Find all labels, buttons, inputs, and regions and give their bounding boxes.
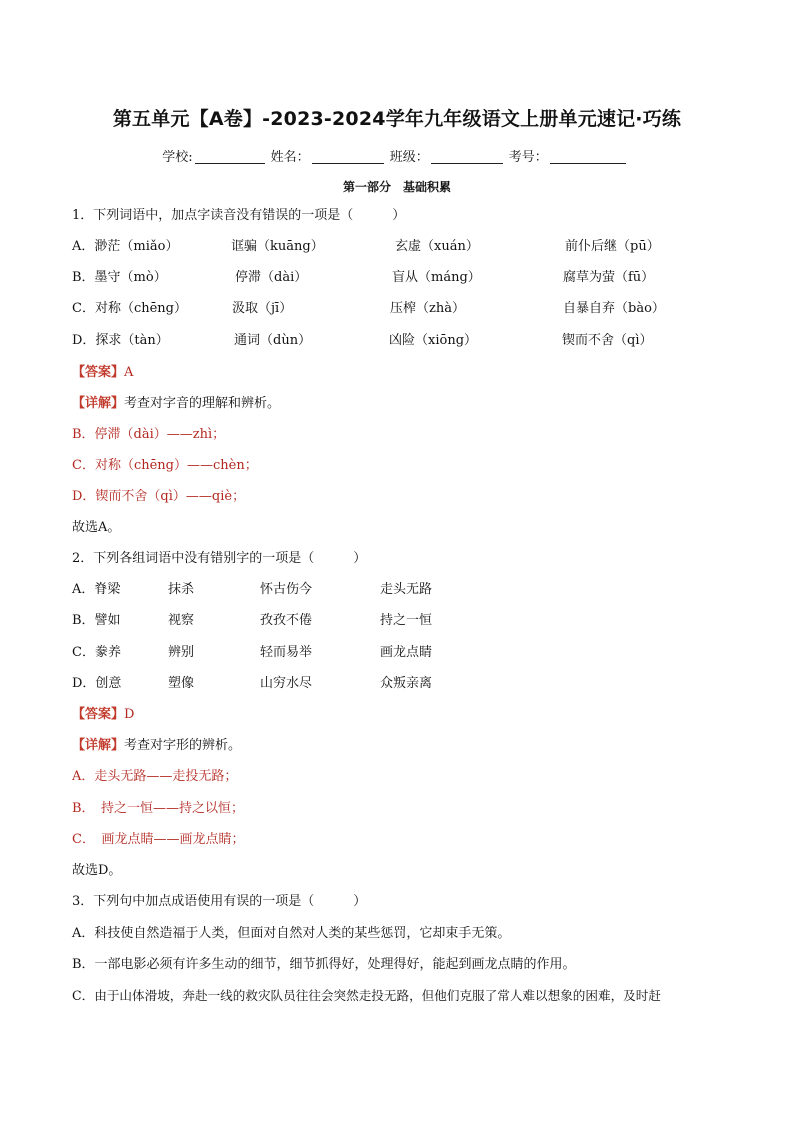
q2-conclusion: 故选D。 bbox=[72, 863, 122, 878]
q1-explain-d: D．锲而不舍（qì）——qiè； bbox=[72, 489, 246, 504]
name-blank bbox=[312, 149, 384, 164]
q2-detail-text: 考查对字形的辨析。 bbox=[124, 738, 242, 753]
q2-explain-b: B． 持之一恒——持之以恒； bbox=[72, 801, 245, 816]
q2-c-1: C．豢养 bbox=[72, 645, 121, 660]
q2-c-4: 画龙点睛 bbox=[380, 645, 433, 660]
q3-stem: 3．下列句中加点成语使用有误的一项是（ ） bbox=[72, 894, 367, 909]
q3-option-c: C．由于山体滑坡，奔赴一线的救灾队员往往会突然走投无路，但他们克服了常人难以想象的困难，及时赶 bbox=[72, 988, 661, 1003]
exam-no-label: 考号： bbox=[508, 150, 548, 165]
q2-a-2: 抹杀 bbox=[168, 582, 195, 597]
q1-a-3: 玄虚（xuán） bbox=[395, 239, 479, 254]
q1-b-4: 腐草为萤（fū） bbox=[563, 270, 655, 285]
q1-detail-label: 【详解】 bbox=[72, 396, 125, 411]
q2-a-1: A．脊梁 bbox=[72, 582, 121, 597]
q1-c-3: 压榨（zhà） bbox=[390, 301, 465, 316]
q1-option-row-a bbox=[72, 238, 732, 256]
section-title: 第一部分 基础积累 bbox=[342, 180, 451, 194]
q2-detail-label: 【详解】 bbox=[72, 738, 125, 753]
class-label: 班级： bbox=[389, 150, 429, 165]
school-blank bbox=[195, 149, 265, 164]
q1-b-1: B．墨守（mò） bbox=[72, 270, 167, 285]
q2-option-row-b bbox=[72, 612, 572, 630]
name-label: 姓名： bbox=[270, 150, 310, 165]
exam-no-blank bbox=[550, 149, 626, 164]
q2-answer bbox=[72, 706, 134, 724]
q1-c-2: 汲取（jī） bbox=[232, 301, 293, 316]
q2-option-row-d bbox=[72, 675, 572, 693]
q2-c-3: 轻而易举 bbox=[260, 645, 313, 660]
q1-conclusion: 故选A。 bbox=[72, 520, 121, 535]
q1-detail-text: 考查对字音的理解和辨析。 bbox=[124, 396, 281, 411]
q2-detail bbox=[72, 737, 241, 755]
q1-explain-b: B．停滞（dài）——zhì； bbox=[72, 427, 226, 442]
class-blank bbox=[431, 149, 503, 164]
q2-option-row-c bbox=[72, 644, 572, 662]
q2-answer-value: D bbox=[124, 707, 135, 722]
q2-b-2: 视察 bbox=[168, 613, 195, 628]
q1-detail bbox=[72, 395, 280, 413]
q1-option-row-b bbox=[72, 269, 732, 287]
student-info-line bbox=[0, 146, 794, 165]
q1-d-2: 通词（dùn） bbox=[234, 333, 312, 348]
page-title: 第五单元【A卷】-2023-2024学年九年级语文上册单元速记·巧练 bbox=[112, 108, 682, 130]
q2-stem: 2．下列各组词语中没有错别字的一项是（ ） bbox=[72, 551, 367, 566]
q2-b-3: 孜孜不倦 bbox=[260, 613, 313, 628]
school-label: 学校: bbox=[162, 150, 193, 165]
q2-option-row-a bbox=[72, 581, 572, 599]
q1-option-row-c bbox=[72, 300, 732, 318]
q1-stem: 1．下列词语中，加点字读音没有错误的一项是（ ） bbox=[72, 208, 406, 223]
q1-d-4: 锲而不舍（qì） bbox=[562, 333, 653, 348]
q2-b-1: B．譬如 bbox=[72, 613, 121, 628]
q2-b-4: 持之一恒 bbox=[380, 613, 433, 628]
q1-answer bbox=[72, 364, 133, 382]
q2-c-2: 辨别 bbox=[168, 645, 195, 660]
q2-d-1: D．创意 bbox=[72, 676, 122, 691]
q3-option-a: A．科技使自然造福于人类，但面对自然对人类的某些惩罚，它却束手无策。 bbox=[72, 926, 511, 941]
q2-a-4: 走头无路 bbox=[380, 582, 433, 597]
q1-b-3: 盲从（máng） bbox=[392, 270, 481, 285]
q2-explain-c: C． 画龙点睛——画龙点睛； bbox=[72, 832, 245, 847]
q2-explain-a: A．走头无路——走投无路； bbox=[72, 769, 238, 784]
q2-d-3: 山穷水尽 bbox=[260, 676, 313, 691]
q1-a-2: 诓骗（kuāng） bbox=[231, 239, 324, 254]
q2-d-4: 众叛亲离 bbox=[380, 676, 433, 691]
q1-a-4: 前仆后继（pū） bbox=[565, 239, 660, 254]
q2-d-2: 塑像 bbox=[168, 676, 195, 691]
q1-d-3: 凶险（xiōng） bbox=[389, 333, 478, 348]
q1-d-1: D．探求（tàn） bbox=[72, 333, 169, 348]
q2-answer-label: 【答案】 bbox=[72, 707, 125, 722]
q1-answer-value: A bbox=[124, 365, 134, 380]
q2-a-3: 怀古伤今 bbox=[260, 582, 313, 597]
q1-explain-c: C．对称（chēng）——chèn； bbox=[72, 458, 258, 473]
q1-a-1: A．渺茫（miǎo） bbox=[72, 239, 179, 254]
q1-option-row-d bbox=[72, 332, 732, 350]
q1-answer-label: 【答案】 bbox=[72, 365, 125, 380]
q1-b-2: 停滞（dài） bbox=[235, 270, 308, 285]
q1-c-1: C．对称（chēng） bbox=[72, 301, 187, 316]
q1-c-4: 自暴自弃（bào） bbox=[563, 301, 665, 316]
q3-option-b: B．一部电影必须有许多生动的细节，细节抓得好，处理得好，能起到画龙点睛的作用。 bbox=[72, 957, 576, 972]
